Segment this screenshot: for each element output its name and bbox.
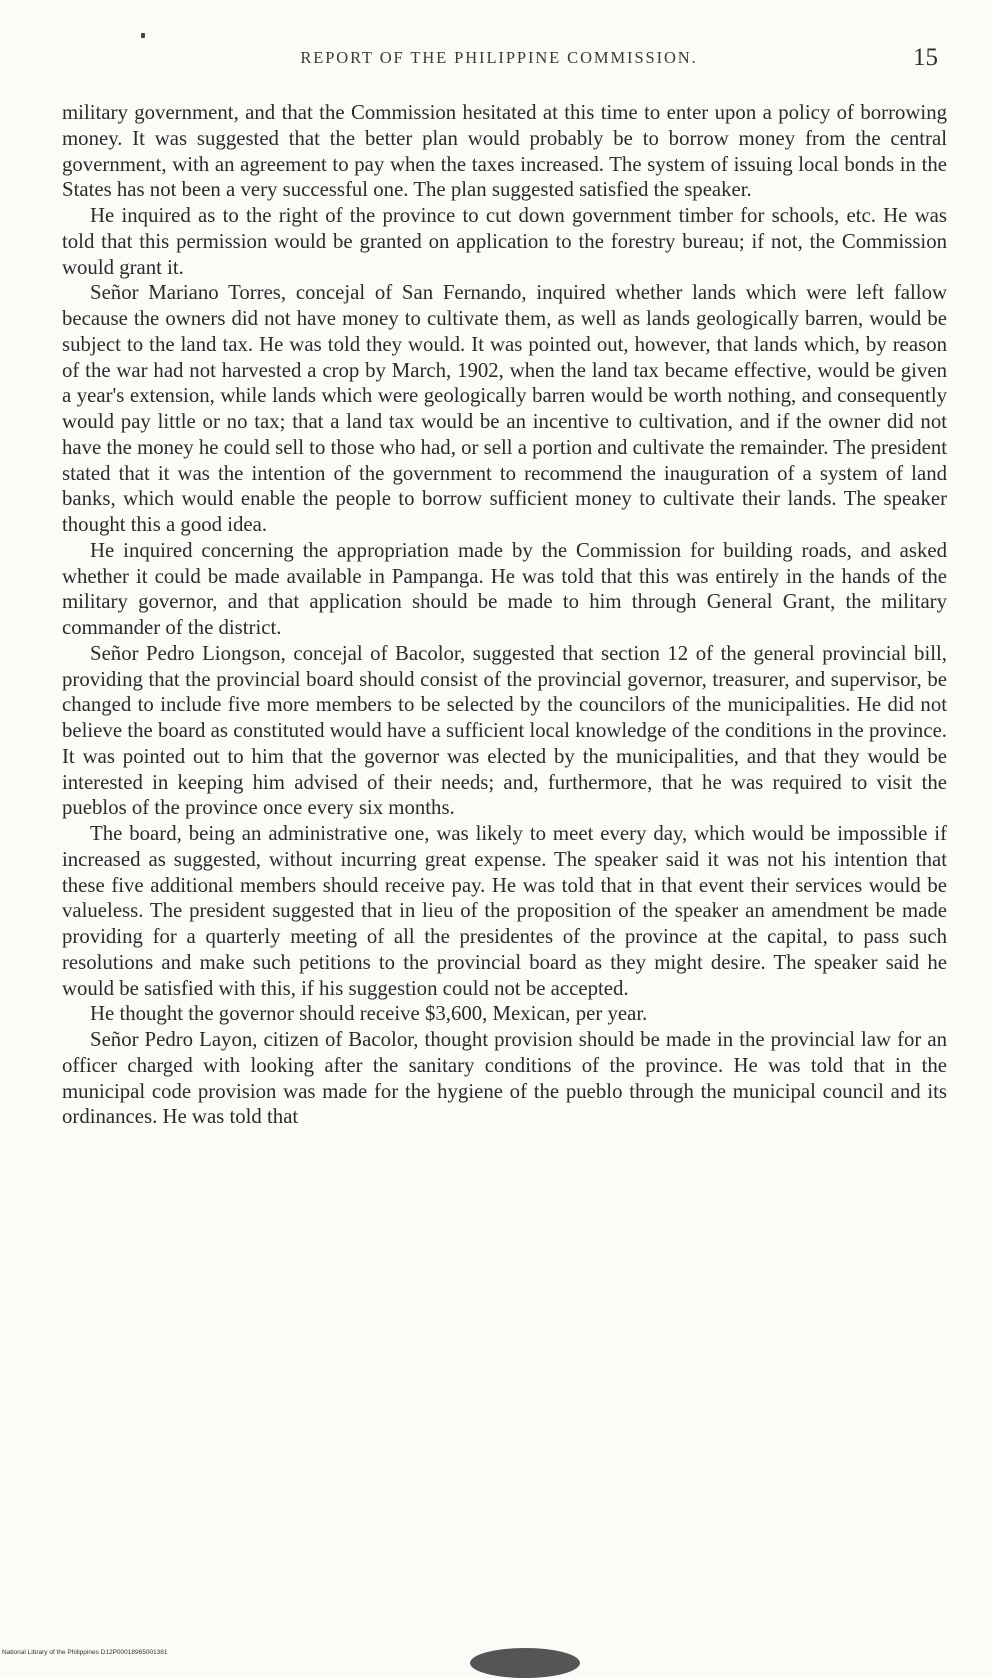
paragraph-7: He thought the governor should receive $3,600, Mexican, per year. xyxy=(90,1002,648,1026)
body-text xyxy=(62,100,947,1130)
paragraph-1: military government, and that the Commission hesitated at this time to enter upon a policy of borrowing money. It was suggested that the better plan would probably be to borrow money from the central government, with an agreement to pay when the taxes increased. The system of issuing local bonds in the States has not been a very successful one. The plan suggested satisfied the speaker. xyxy=(62,101,947,202)
paragraph-4: He inquired concerning the appropriation made by the Commission for building roads, and asked whether it could be made available in Pampanga. He was told that this was entirely in the hands of the military governor, and that application should be made to him through General Grant, the military commander of the district. xyxy=(62,538,947,639)
paragraph-3: Señor Mariano Torres, concejal of San Fernando, inquired whether lands which were left fallow because the owners did not have money to cultivate them, as well as lands geologically barren, would be subject to the land tax. He was told they would. It was pointed out, however, that lands which, by reason of the war had not harvested a crop by March, 1902, when the land tax became effective, would be given a year's extension, while lands which were geologically barren would be worth nothing, and consequently would pay little or no tax; that a land tax would be an incentive to cultivation, and if the owner did not have the money he could sell to those who had, or sell a portion and cultivate the remainder. The president stated that it was the intention of the government to recommend the inauguration of a system of land banks, which would enable the people to borrow sufficient money to cultivate their lands. The speaker thought this a good idea. xyxy=(62,281,947,536)
paragraph-2: He inquired as to the right of the province to cut down government timber for schools, etc. He was told that this permission would be granted on application to the forestry bureau; if not, the Commission would grant it. xyxy=(62,204,947,279)
report-title: REPORT OF THE PHILIPPINE COMMISSION. xyxy=(300,48,698,67)
paragraph-8: Señor Pedro Layon, citizen of Bacolor, thought provision should be made in the provincial law for an officer charged with looking after the sanitary conditions of the province. He was told that in the municipal code provision was made for the hygiene of the pueblo through the municipal council and its ordinances. He was told that xyxy=(62,1028,947,1129)
paragraph-6: The board, being an administrative one, was likely to meet every day, which would be impossible if increased as suggested, without incurring great expense. The speaker said it was not his intention that these five additional members should receive pay. He was told that in that event their services would be valueless. The president suggested that in lieu of the proposition of the speaker an amendment be made providing for a quarterly meeting of all the presidentes of the province at the capital, to pass such resolutions and make such petitions to the provincial board as they might desire. The speaker said he would be satisfied with this, if his suggestion could not be accepted. xyxy=(62,822,947,1000)
page-number: 15 xyxy=(913,44,938,71)
running-header xyxy=(60,44,938,74)
scan-shadow xyxy=(470,1648,580,1678)
paragraph-5: Señor Pedro Liongson, concejal of Bacolor, suggested that section 12 of the general provincial bill, providing that the provincial board should consist of the provincial governor, treasurer, and supervisor, be changed to include five more members to be selected by the councilors of the municipalities. He did not believe the board as constituted would have a sufficient local knowledge of the conditions in the province. It was pointed out to him that the governor was elected by the municipalities, and that they would be interested in keeping him advised of their needs; and, furthermore, that he was required to visit the pueblos of the province once every six months. xyxy=(62,641,947,820)
scan-credit: National Library of the Philippines D12P00018965001381 xyxy=(2,1649,168,1656)
ink-speck xyxy=(141,33,145,38)
